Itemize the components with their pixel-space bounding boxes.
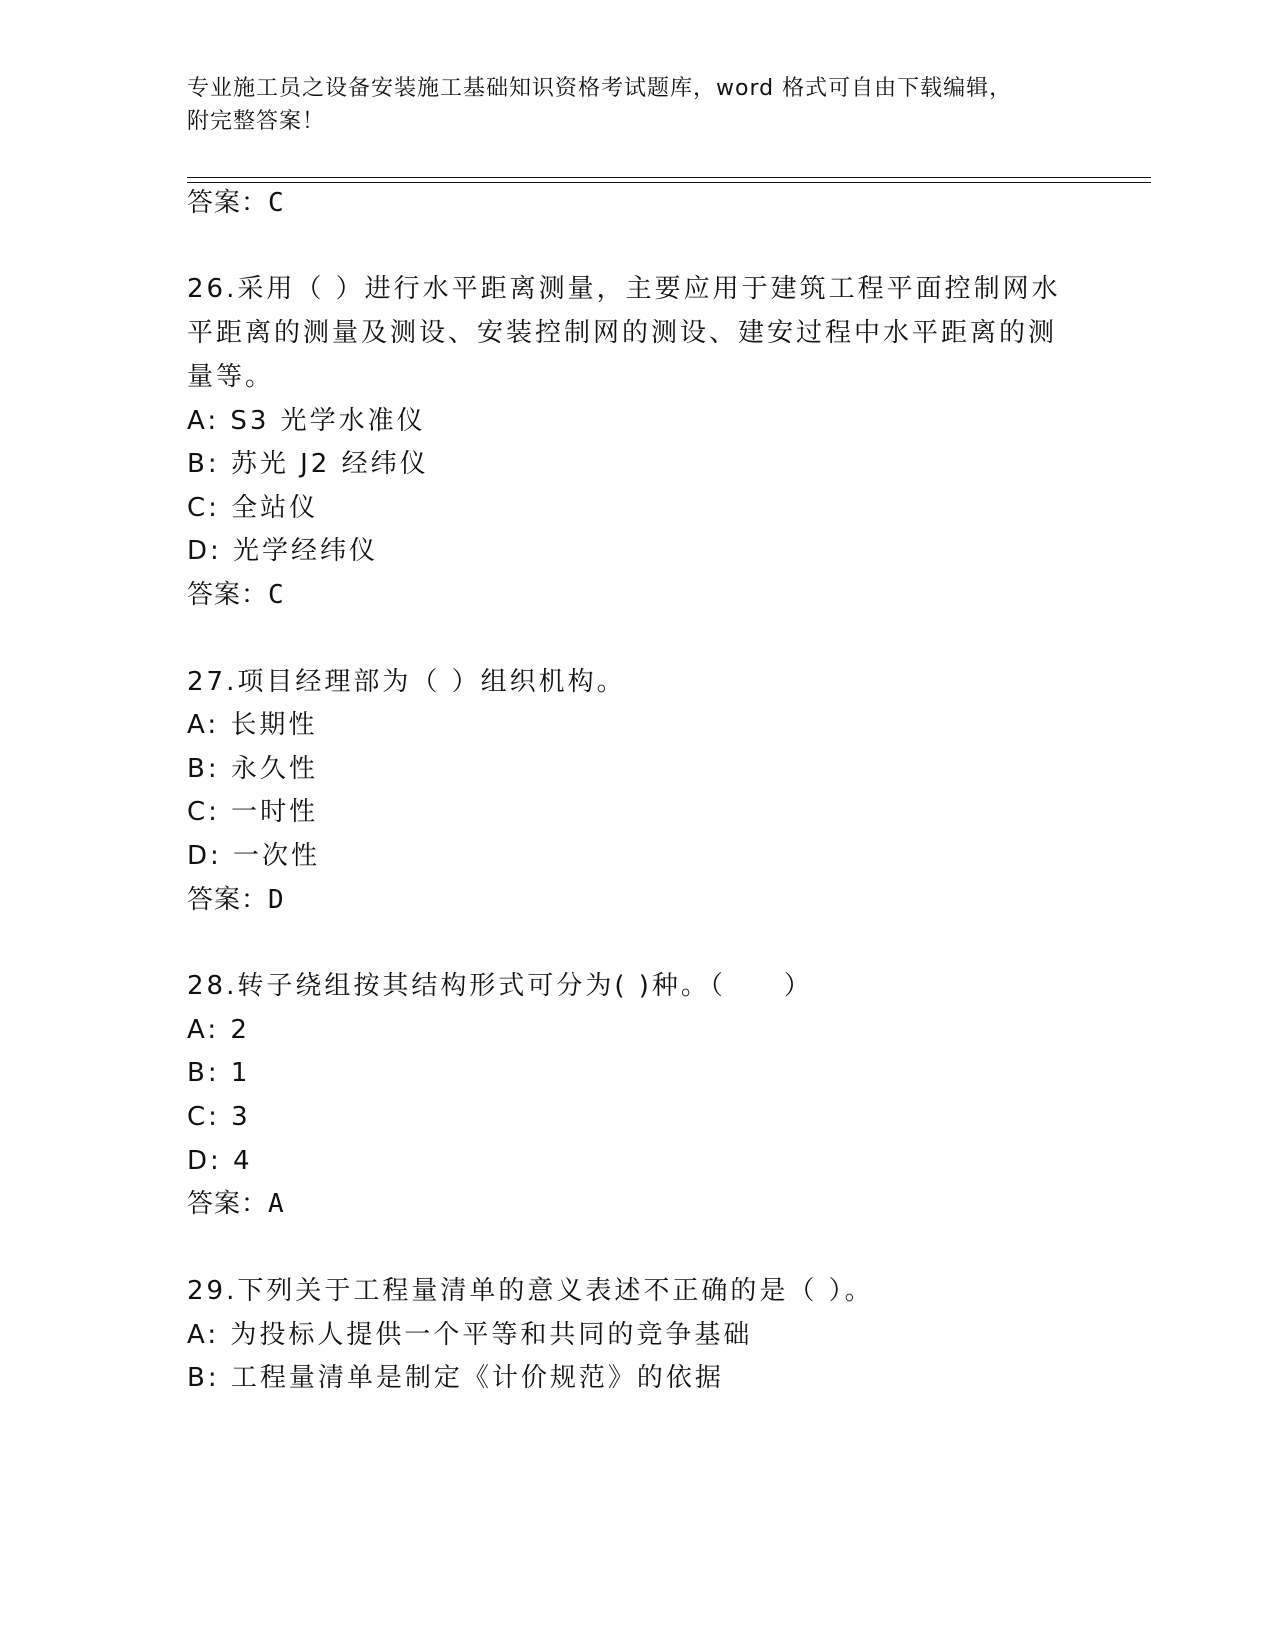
answer-label: 答案：	[187, 885, 269, 915]
answer-line	[187, 188, 285, 218]
option-a: A: 为投标人提供一个平等和共同的竞争基础	[187, 1320, 753, 1350]
answer-label: 答案：	[187, 1189, 269, 1219]
option-b: B: 工程量清单是制定《计价规范》的依据	[187, 1363, 724, 1393]
header-line: 附完整答案！	[187, 109, 326, 134]
option-d: D: 一次性	[187, 841, 321, 871]
answer-label: 答案：	[187, 580, 269, 610]
option-a: A: 长期性	[187, 710, 318, 740]
answer-line	[187, 1189, 285, 1219]
option-c: C: 3	[187, 1102, 251, 1132]
answer-value: C	[268, 188, 285, 218]
question-text: 量等。	[187, 362, 275, 392]
option-b: B: 永久性	[187, 754, 318, 784]
option-d: D: 4	[187, 1146, 253, 1176]
question-text: 29.下列关于工程量清单的意义表述不正确的是（ ）。	[187, 1276, 874, 1306]
answer-line	[187, 885, 285, 915]
header-line: 专业施工员之设备安装施工基础知识资格考试题库，word 格式可自由下载编辑，	[187, 76, 1013, 101]
option-d: D: 光学经纬仪	[187, 536, 379, 566]
header-text	[187, 72, 1067, 138]
answer-value: A	[268, 1189, 285, 1219]
option-b: B: 1	[187, 1058, 251, 1088]
answer-line	[187, 580, 285, 610]
option-c: C: 全站仪	[187, 493, 319, 523]
answer-value: D	[268, 885, 285, 915]
question-text: 平距离的测量及测设、安装控制网的测设、建安过程中水平距离的测	[187, 318, 1058, 348]
answer-label: 答案：	[187, 188, 269, 218]
answer-value: C	[268, 580, 285, 610]
option-c: C: 一时性	[187, 797, 319, 827]
question-text: 27.项目经理部为（ ）组织机构。	[187, 667, 626, 697]
question-text: 28.转子绕组按其结构形式可分为( )种。（ ）	[187, 971, 813, 1001]
question-text: 26.采用（ ）进行水平距离测量，主要应用于建筑工程平面控制网水	[187, 274, 1061, 304]
header-rule	[187, 182, 1151, 183]
option-a: A: S3 光学水准仪	[187, 406, 426, 436]
header-rule	[187, 177, 1151, 178]
option-b: B: 苏光 J2 经纬仪	[187, 449, 429, 479]
option-a: A: 2	[187, 1015, 250, 1045]
